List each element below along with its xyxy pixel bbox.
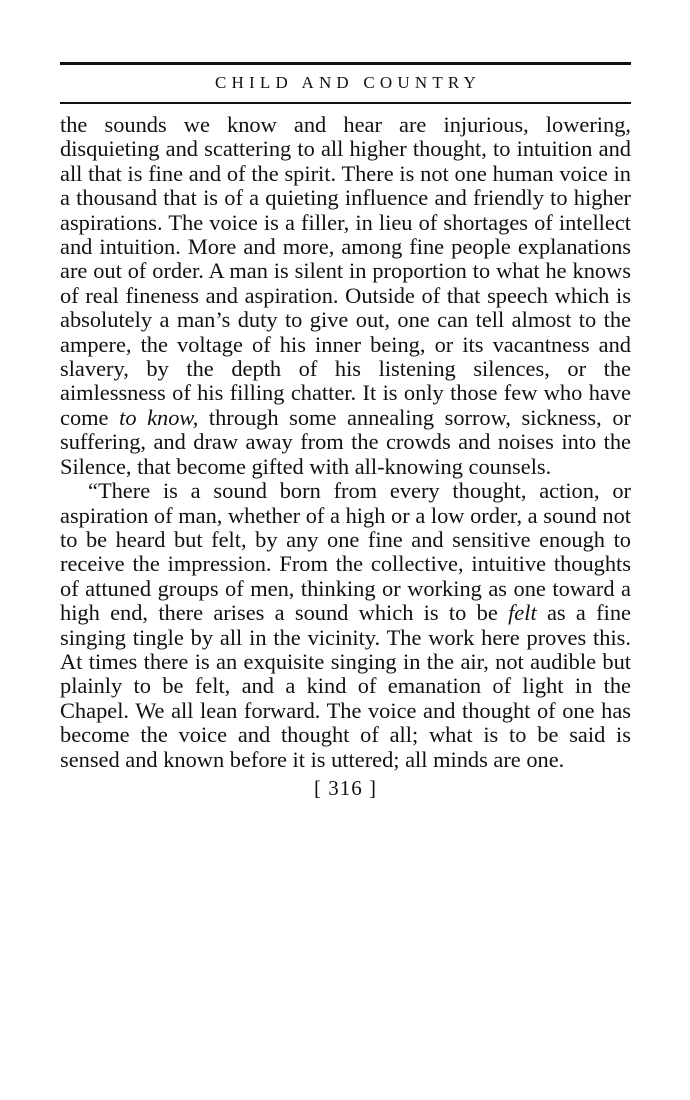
body-text [60, 113, 631, 772]
paragraph-2-text-b: as a fine singing tingle by all in the vicinity. The work here proves this. At times there is an exquisite singing in the air, not audible but plainly to be felt, and a kind of emanation of light in the Chapel. We all lean forward. The voice and thought of one has become the voice and thought of all; what is to be said is sensed and known before it is uttered; all minds are one. [60, 600, 631, 772]
paragraph-2-emphasis: felt [508, 600, 537, 626]
top-rule [60, 62, 631, 65]
page-number: [ 316 ] [314, 775, 377, 800]
paragraph-2-text-a: “There is a sound born from every thought, action, or aspiration of man, whether of a high or a low order, a sound not to be heard but felt, by any one fine and sensitive enough to receive the impression. From the collective, intuitive thoughts of attuned groups of men, thinking or working as one toward a high end, there arises a sound which is to be [60, 478, 631, 626]
running-head: CHILD AND COUNTRY [215, 73, 481, 92]
header-rule [60, 102, 631, 104]
paragraph-1-text-b: through some annealing sorrow, sickness, or suffering, and draw away from the crowds and noises into the Silence, that become gifted with all-knowing counsels. [60, 404, 631, 479]
paragraph-1-text-a: the sounds we know and hear are injurious, lowering, disquieting and scattering to all higher thought, to intuition and all that is fine and of the spirit. There is not one human voice in a thousand that is of a quieting influence and friendly to higher aspirations. The voice is a filler, in lieu of shortages of intellect and intuition. More and more, among fine people explanations are out of order. A man is silent in proportion to what he knows of real fineness and aspiration. Outside of that speech which is absolutely a man’s duty to give out, one can tell almost to the ampere, the voltage of his inner being, or its vacantness and slavery, by the depth of his listening silences, or the aimlessness of his filling chatter. It is only those few who have come [60, 112, 631, 430]
paragraph-2 [60, 479, 631, 772]
paragraph-1-emphasis: to know, [119, 404, 199, 430]
book-page [60, 62, 631, 801]
paragraph-1 [60, 113, 631, 479]
